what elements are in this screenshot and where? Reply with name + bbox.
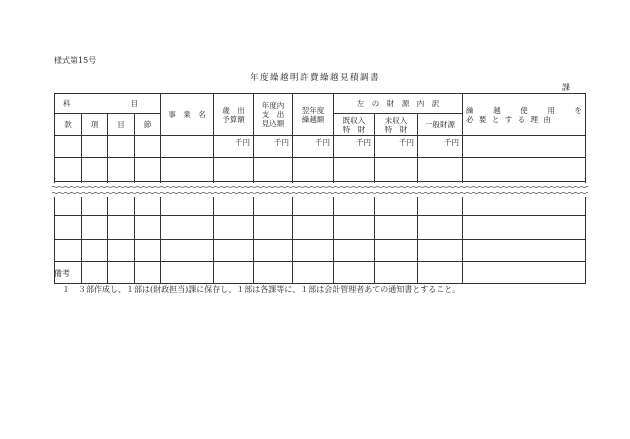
header-mishuunyuu	[375, 114, 418, 136]
cell-mishuunyuu[interactable]: 千円	[375, 136, 418, 158]
table-cell[interactable]	[214, 262, 254, 284]
cell-yokunendo[interactable]: 千円	[293, 136, 334, 158]
header-setsu: 節	[135, 114, 161, 136]
table-cell[interactable]	[214, 216, 254, 240]
header-saishutsu-line2: 予算額	[222, 114, 245, 124]
header-nendonai-line2: 支 出	[261, 110, 285, 119]
remarks-heading: 備考	[54, 269, 70, 278]
header-reason-line2: 必要とする理由	[466, 114, 557, 124]
table-cell[interactable]	[108, 240, 135, 262]
table-cell[interactable]	[82, 216, 108, 240]
table-cell[interactable]	[418, 216, 463, 240]
header-nendonai	[254, 94, 293, 136]
table-cell[interactable]	[214, 240, 254, 262]
table-cell[interactable]	[55, 158, 82, 182]
header-reason-char: 使	[520, 105, 528, 115]
header-kishuunyuu-line1: 既収入	[342, 115, 366, 125]
table-cell[interactable]	[463, 240, 586, 262]
table-cell[interactable]	[418, 158, 463, 182]
header-mishuunyuu-line1: 未収入	[384, 115, 408, 125]
table-cell[interactable]	[214, 158, 254, 182]
table-omission-break	[52, 183, 588, 197]
table-cell[interactable]	[108, 262, 135, 284]
table-cell[interactable]	[463, 216, 586, 240]
cell-moku[interactable]	[108, 136, 135, 158]
table-cell[interactable]	[82, 240, 108, 262]
cell-ko[interactable]	[82, 136, 108, 158]
table-cell[interactable]	[334, 216, 375, 240]
table-cell[interactable]	[463, 158, 586, 182]
table-cell[interactable]	[161, 262, 214, 284]
cell-setsu[interactable]	[135, 136, 161, 158]
header-jigyo-mei: 事 業 名	[161, 94, 214, 136]
table-cell[interactable]	[161, 240, 214, 262]
header-reason-char: 越	[493, 105, 501, 115]
header-reason-char: 用	[547, 105, 555, 115]
header-kan: 款	[55, 114, 82, 136]
header-kamoku-right: 目	[130, 99, 138, 108]
table-cell[interactable]	[293, 216, 334, 240]
form-title: 年度繰越明許費繰越見積調書	[249, 73, 380, 83]
table-cell[interactable]	[334, 262, 375, 284]
table-cell[interactable]	[82, 262, 108, 284]
header-saishutsu	[214, 94, 254, 136]
cell-kan[interactable]	[55, 136, 82, 158]
table-cell[interactable]	[135, 158, 161, 182]
table-cell[interactable]	[334, 240, 375, 262]
table-cell[interactable]	[108, 216, 135, 240]
header-ko: 項	[82, 114, 108, 136]
header-ippan: 一般財源	[418, 114, 463, 136]
table-cell[interactable]	[135, 240, 161, 262]
table-cell[interactable]	[293, 262, 334, 284]
header-kishuunyuu-line2: 特 財	[342, 124, 366, 134]
header-kamoku-left: 科	[63, 99, 71, 108]
table-cell[interactable]	[293, 240, 334, 262]
table-cell[interactable]	[55, 240, 82, 262]
table-cell[interactable]	[418, 240, 463, 262]
header-nendonai-line3: 見込額	[261, 119, 285, 128]
header-reason-line1	[463, 106, 585, 115]
table-cell[interactable]	[161, 158, 214, 182]
header-saishutsu-line1: 歳 出	[222, 105, 245, 115]
table-cell[interactable]	[108, 158, 135, 182]
table-cell[interactable]	[254, 216, 293, 240]
header-kishuunyuu	[334, 114, 375, 136]
header-nendonai-line1: 年度内	[261, 101, 285, 110]
table-cell[interactable]	[334, 158, 375, 182]
table-cell[interactable]	[55, 216, 82, 240]
table-cell[interactable]	[463, 262, 586, 284]
table-cell[interactable]	[82, 158, 108, 182]
department-label: 課	[562, 83, 570, 92]
cell-kishuunyuu[interactable]: 千円	[334, 136, 375, 158]
header-zaigen-uchiwake: 左 の 財 源 内 訳	[334, 94, 463, 114]
header-yokunendo-line2: 繰越額	[301, 114, 325, 124]
table-cell[interactable]	[161, 216, 214, 240]
header-yokunendo-line1: 翌年度	[301, 105, 325, 115]
table-cell[interactable]	[254, 262, 293, 284]
table-cell[interactable]	[135, 262, 161, 284]
header-moku: 目	[108, 114, 135, 136]
header-kamoku	[55, 94, 161, 114]
cell-reason[interactable]	[463, 136, 586, 158]
table-cell[interactable]	[135, 216, 161, 240]
remarks-note: １ ３部作成し、１部は(財政担当)課に保存し、１部は各課等に、１部は会計管理者あての通知書とすること。	[62, 285, 461, 294]
cell-saishutsu[interactable]: 千円	[214, 136, 254, 158]
header-reason-char: 繰	[466, 105, 474, 115]
header-reason-char: を	[574, 105, 583, 115]
header-reason	[463, 94, 586, 136]
table-cell[interactable]	[375, 262, 418, 284]
table-cell[interactable]	[254, 240, 293, 262]
cell-ippan[interactable]: 千円	[418, 136, 463, 158]
cell-jigyo-mei[interactable]	[161, 136, 214, 158]
form-number: 様式第15号	[54, 56, 97, 65]
table-cell[interactable]	[254, 158, 293, 182]
table-cell[interactable]	[418, 262, 463, 284]
header-mishuunyuu-line2: 特 財	[384, 124, 408, 134]
header-yokunendo	[293, 94, 334, 136]
table-cell[interactable]	[293, 158, 334, 182]
table-cell[interactable]	[375, 240, 418, 262]
table-cell[interactable]	[375, 158, 418, 182]
table-cell[interactable]	[375, 216, 418, 240]
cell-nendonai[interactable]: 千円	[254, 136, 293, 158]
